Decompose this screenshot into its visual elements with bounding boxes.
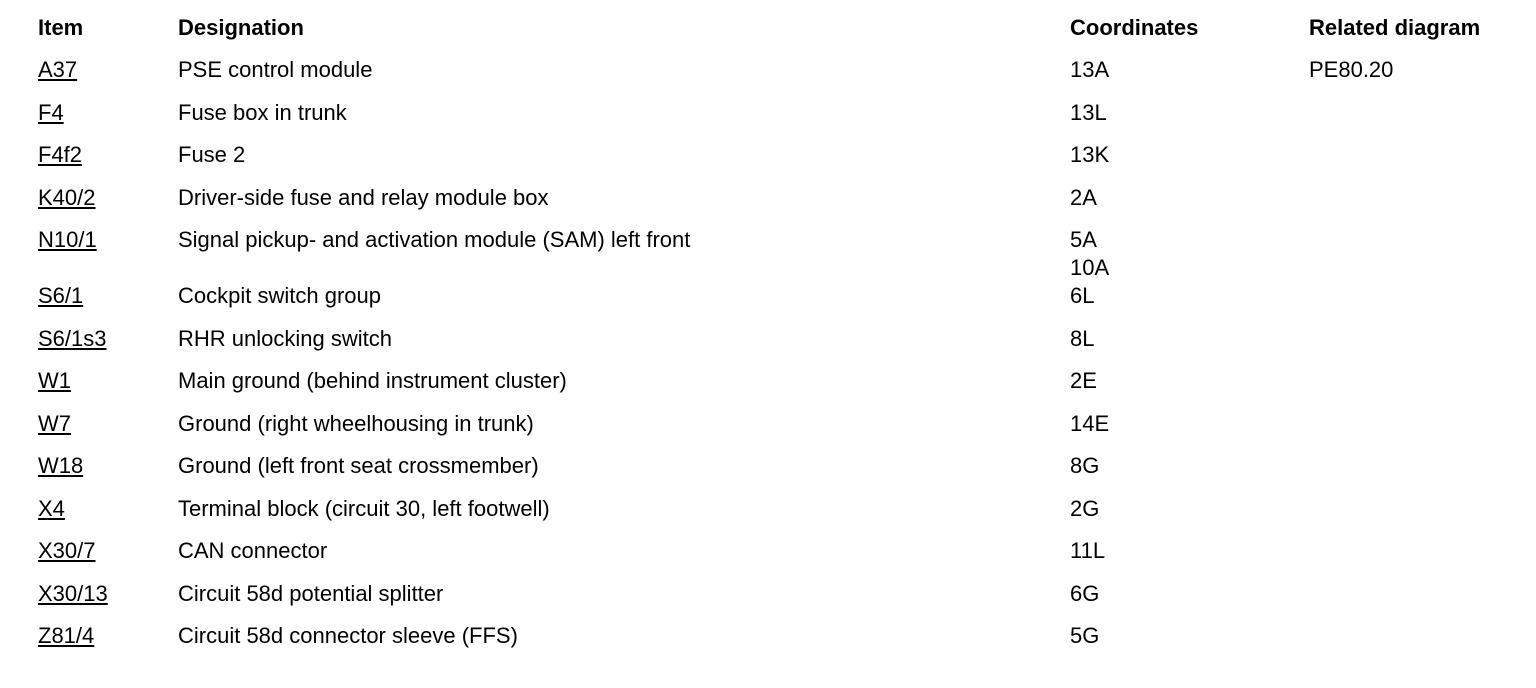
item-link[interactable]: W1 (38, 368, 71, 393)
coordinate-value: 10A (1070, 255, 1110, 280)
coordinates-cell (1070, 282, 1309, 310)
coordinates-cell (1070, 141, 1309, 169)
coordinate-value: 11L (1070, 538, 1106, 563)
item-cell (38, 580, 178, 608)
item-cell (38, 367, 178, 395)
coordinate-value: 13K (1070, 142, 1110, 167)
table-row (38, 325, 1528, 368)
coordinates-cell (1070, 452, 1309, 480)
coordinates-cell (1070, 537, 1309, 565)
table-row (38, 410, 1528, 453)
header-related-diagram: Related diagram (1309, 15, 1481, 40)
designation-cell: RHR unlocking switch (178, 325, 392, 351)
item-cell (38, 282, 178, 310)
coordinates-cell (1070, 56, 1309, 84)
item-link[interactable]: X4 (38, 495, 65, 521)
coordinate-value: 8L (1070, 325, 1095, 351)
item-link[interactable]: W18 (38, 453, 84, 478)
item-link[interactable]: F4 (38, 99, 64, 125)
item-link[interactable]: K40/2 (38, 184, 96, 210)
component-legend-table (38, 14, 1528, 665)
item-link[interactable]: W7 (38, 410, 71, 436)
designation-cell: Circuit 58d potential splitter (178, 580, 444, 606)
designation-cell: Cockpit switch group (178, 283, 381, 308)
item-cell (38, 410, 178, 438)
item-cell (38, 325, 178, 353)
item-cell (38, 184, 178, 212)
item-cell (38, 622, 178, 650)
item-cell (38, 141, 178, 169)
item-cell (38, 56, 178, 84)
coordinate-value: 13A (1070, 57, 1110, 82)
coordinates-cell (1070, 99, 1309, 127)
table-row (38, 495, 1528, 538)
table-header-row (38, 14, 1528, 56)
table-row (38, 141, 1528, 184)
coordinates-cell (1070, 622, 1309, 650)
coordinate-value: 5A (1070, 227, 1097, 252)
designation-cell: CAN connector (178, 538, 328, 563)
table-row (38, 282, 1528, 325)
item-cell (38, 226, 178, 254)
item-link[interactable]: X30/13 (38, 580, 108, 606)
item-cell (38, 99, 178, 127)
coordinate-value: 2A (1070, 184, 1097, 210)
related-diagram-cell: PE80.20 (1309, 57, 1394, 82)
table-row (38, 580, 1528, 623)
coordinates-cell (1070, 325, 1309, 353)
coordinate-value: 5G (1070, 623, 1100, 648)
designation-cell: Circuit 58d connector sleeve (FFS) (178, 623, 518, 648)
coordinate-value: 6L (1070, 283, 1095, 308)
item-link[interactable]: S6/1 (38, 283, 84, 308)
coordinate-value: 2G (1070, 495, 1100, 521)
coordinates-cell (1070, 410, 1309, 438)
designation-cell: Fuse 2 (178, 142, 246, 167)
header-designation: Designation (178, 15, 304, 40)
table-row (38, 367, 1528, 410)
coordinates-cell (1070, 495, 1309, 523)
table-row (38, 622, 1528, 665)
coordinates-cell (1070, 226, 1309, 282)
designation-cell: Main ground (behind instrument cluster) (178, 368, 567, 393)
item-cell (38, 537, 178, 565)
item-link[interactable]: N10/1 (38, 227, 97, 252)
item-link[interactable]: Z81/4 (38, 623, 95, 648)
table-row (38, 537, 1528, 580)
item-link[interactable]: A37 (38, 57, 78, 82)
designation-cell: Fuse box in trunk (178, 99, 347, 125)
coordinate-value: 8G (1070, 453, 1100, 478)
table-body (38, 56, 1528, 665)
table-row (38, 184, 1528, 227)
designation-cell: PSE control module (178, 57, 373, 82)
coordinate-value: 6G (1070, 580, 1100, 606)
coordinate-value: 2E (1070, 368, 1097, 393)
table-row (38, 99, 1528, 142)
item-link[interactable]: S6/1s3 (38, 325, 107, 351)
table-row (38, 226, 1528, 282)
table-row (38, 452, 1528, 495)
item-link[interactable]: F4f2 (38, 142, 83, 167)
coordinate-value: 14E (1070, 410, 1110, 436)
item-cell (38, 495, 178, 523)
designation-cell: Ground (left front seat crossmember) (178, 453, 539, 478)
coordinates-cell (1070, 580, 1309, 608)
coordinates-cell (1070, 367, 1309, 395)
designation-cell: Terminal block (circuit 30, left footwell) (178, 495, 550, 521)
coordinate-value: 13L (1070, 99, 1107, 125)
designation-cell: Signal pickup- and activation module (SAM) left front (178, 227, 691, 252)
header-item: Item (38, 15, 84, 40)
item-link[interactable]: X30/7 (38, 538, 96, 563)
coordinates-cell (1070, 184, 1309, 212)
designation-cell: Ground (right wheelhousing in trunk) (178, 410, 534, 436)
header-coordinates: Coordinates (1070, 15, 1199, 40)
table-row (38, 56, 1528, 99)
item-cell (38, 452, 178, 480)
designation-cell: Driver-side fuse and relay module box (178, 184, 549, 210)
